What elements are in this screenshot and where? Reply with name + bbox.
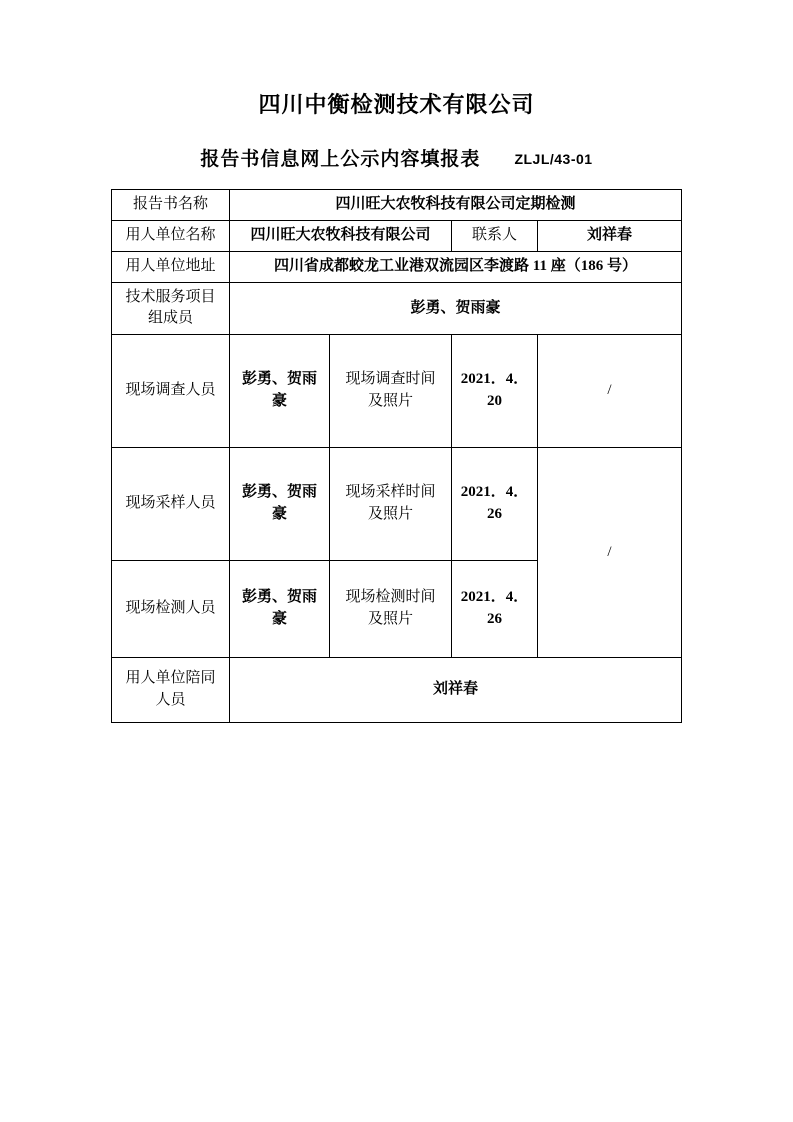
label-employer-address: 用人单位地址 [111, 251, 229, 282]
table-row-site-survey [111, 335, 681, 448]
label-accompany [111, 658, 229, 723]
label-accompany-line2: 人员 [155, 692, 186, 709]
label-service-team-line1: 技术服务项目 [125, 288, 216, 305]
value-site-testing-date: 2021．4．26 [451, 561, 537, 658]
subtitle-row [0, 144, 793, 171]
value-site-testing-persons: 彭勇、贺雨豪 [229, 561, 329, 658]
label-contact-person: 联系人 [451, 221, 537, 252]
value-accompany: 刘祥春 [229, 658, 681, 723]
table-row-accompany [111, 658, 681, 723]
table-row-employer-address [111, 251, 681, 282]
label-site-testing: 现场检测人员 [111, 561, 229, 658]
value-site-sampling-photo: / [537, 448, 681, 658]
label-accompany-line1: 用人单位陪同 [125, 670, 216, 687]
title-block [0, 0, 793, 171]
desc-site-sampling-line1: 现场采样时间 [345, 484, 436, 501]
value-report-name: 四川旺大农牧科技有限公司定期检测 [229, 190, 681, 221]
desc-site-testing-line1: 现场检测时间 [345, 589, 436, 606]
table-row-report-name [111, 190, 681, 221]
table-row-employer-name [111, 221, 681, 252]
value-site-survey-photo: / [537, 335, 681, 448]
desc-site-testing [329, 561, 451, 658]
label-site-sampling: 现场采样人员 [111, 448, 229, 561]
desc-site-survey [329, 335, 451, 448]
label-service-team-line2: 组成员 [147, 310, 193, 327]
desc-site-testing-line2: 及照片 [367, 611, 413, 628]
label-employer-name: 用人单位名称 [111, 221, 229, 252]
value-site-survey-persons: 彭勇、贺雨豪 [229, 335, 329, 448]
form-code: ZLJL/43-01 [514, 151, 593, 168]
value-site-survey-date: 2021．4．20 [451, 335, 537, 448]
table-row-site-sampling [111, 448, 681, 561]
value-site-sampling-date: 2021．4．26 [451, 448, 537, 561]
desc-site-sampling-line2: 及照片 [367, 506, 413, 523]
value-service-team: 彭勇、贺雨豪 [229, 282, 681, 335]
desc-site-survey-line1: 现场调查时间 [345, 371, 436, 388]
report-info-table [111, 189, 682, 723]
label-report-name: 报告书名称 [111, 190, 229, 221]
desc-site-sampling [329, 448, 451, 561]
form-title: 报告书信息网上公示内容填报表 [200, 149, 481, 171]
company-title: 四川中衡检测技术有限公司 [258, 92, 535, 117]
label-site-survey: 现场调查人员 [111, 335, 229, 448]
value-employer-address: 四川省成都蛟龙工业港双流园区李渡路 11 座（186 号） [229, 251, 681, 282]
desc-site-survey-line2: 及照片 [367, 393, 413, 410]
table-row-service-team [111, 282, 681, 335]
value-employer-name: 四川旺大农牧科技有限公司 [229, 221, 451, 252]
label-service-team [111, 282, 229, 335]
value-site-sampling-persons: 彭勇、贺雨豪 [229, 448, 329, 561]
value-contact-person: 刘祥春 [537, 221, 681, 252]
